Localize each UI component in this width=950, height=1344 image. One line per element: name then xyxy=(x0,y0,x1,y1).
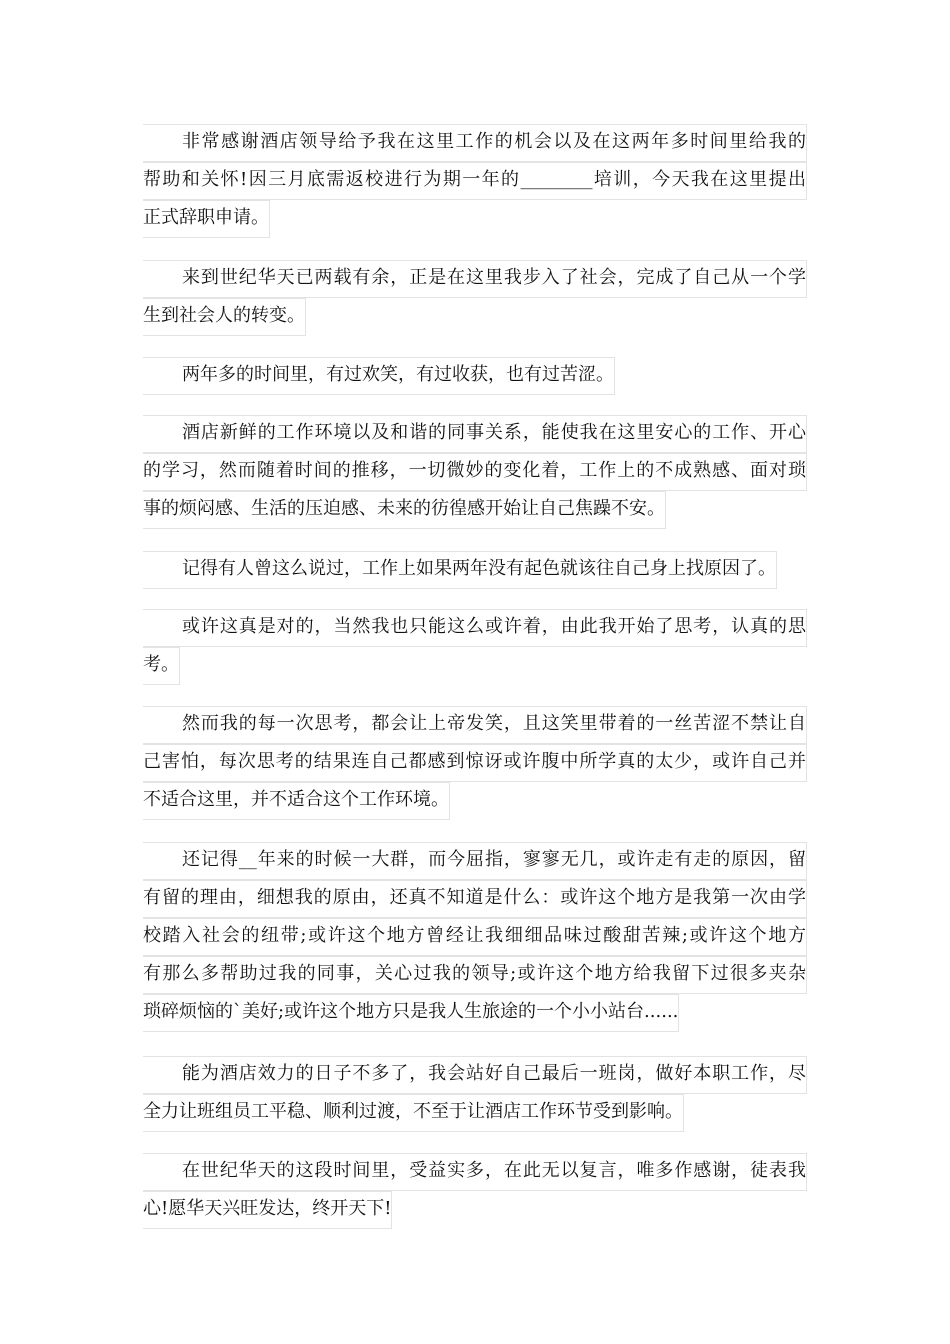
paragraph-9 xyxy=(143,1056,807,1136)
paragraph-line: 心!愿华天兴旺发达，终开天下! xyxy=(143,1191,392,1229)
paragraph-5 xyxy=(143,551,807,593)
paragraph-8 xyxy=(143,842,807,1036)
paragraph-line: 能为酒店效力的日子不多了，我会站好自己最后一班岗，做好本职工作，尽 xyxy=(143,1056,807,1094)
paragraph-line: 还记得__年来的时候一大群，而今屈指，寥寥无几，或许走有走的原因，留 xyxy=(143,842,807,880)
paragraph-line: 帮助和关怀!因三月底需返校进行为期一年的________培训，今天我在这里提出 xyxy=(143,162,807,200)
paragraph-line: 酒店新鲜的工作环境以及和谐的同事关系，能使我在这里安心的工作、开心 xyxy=(143,415,807,453)
paragraph-10 xyxy=(143,1153,807,1233)
paragraph-line: 考。 xyxy=(143,647,180,685)
paragraph-line: 在世纪华天的这段时间里，受益实多，在此无以复言，唯多作感谢，徒表我 xyxy=(143,1153,807,1191)
paragraph-line: 事的烦闷感、生活的压迫感、未来的彷徨感开始让自己焦躁不安。 xyxy=(143,491,666,529)
paragraph-line: 来到世纪华天已两载有余，正是在这里我步入了社会，完成了自己从一个学 xyxy=(143,260,807,298)
paragraph-2 xyxy=(143,260,807,340)
paragraph-3 xyxy=(143,357,807,399)
paragraph-line: 己害怕，每次思考的结果连自己都感到惊讶或许腹中所学真的太少，或许自己并 xyxy=(143,744,807,782)
paragraph-line: 琐碎烦恼的`美好;或许这个地方只是我人生旅途的一个小小站台...... xyxy=(143,994,679,1032)
paragraph-4 xyxy=(143,415,807,533)
paragraph-7 xyxy=(143,706,807,824)
paragraph-6 xyxy=(143,609,807,689)
paragraph-line: 两年多的时间里，有过欢笑，有过收获，也有过苦涩。 xyxy=(143,357,615,395)
paragraph-line: 有留的理由，细想我的原由，还真不知道是什么：或许这个地方是我第一次由学 xyxy=(143,880,807,918)
paragraph-line: 校踏入社会的纽带;或许这个地方曾经让我细细品味过酸甜苦辣;或许这个地方 xyxy=(143,918,807,956)
paragraph-line: 记得有人曾这么说过，工作上如果两年没有起色就该往自己身上找原因了。 xyxy=(143,551,777,589)
paragraph-line: 全力让班组员工平稳、顺利过渡，不至于让酒店工作环节受到影响。 xyxy=(143,1094,684,1132)
paragraph-1 xyxy=(143,124,807,242)
paragraph-line: 然而我的每一次思考，都会让上帝发笑，且这笑里带着的一丝苦涩不禁让自 xyxy=(143,706,807,744)
paragraph-line: 非常感谢酒店领导给予我在这里工作的机会以及在这两年多时间里给我的 xyxy=(143,124,807,162)
paragraph-line: 或许这真是对的，当然我也只能这么或许着，由此我开始了思考，认真的思 xyxy=(143,609,807,647)
paragraph-line: 不适合这里，并不适合这个工作环境。 xyxy=(143,782,450,820)
paragraph-line: 的学习，然而随着时间的推移，一切微妙的变化着，工作上的不成熟感、面对琐 xyxy=(143,453,807,491)
paragraph-line: 生到社会人的转变。 xyxy=(143,298,306,336)
paragraph-line: 有那么多帮助过我的同事，关心过我的领导;或许这个地方给我留下过很多夹杂 xyxy=(143,956,807,994)
paragraph-line: 正式辞职申请。 xyxy=(143,200,270,238)
